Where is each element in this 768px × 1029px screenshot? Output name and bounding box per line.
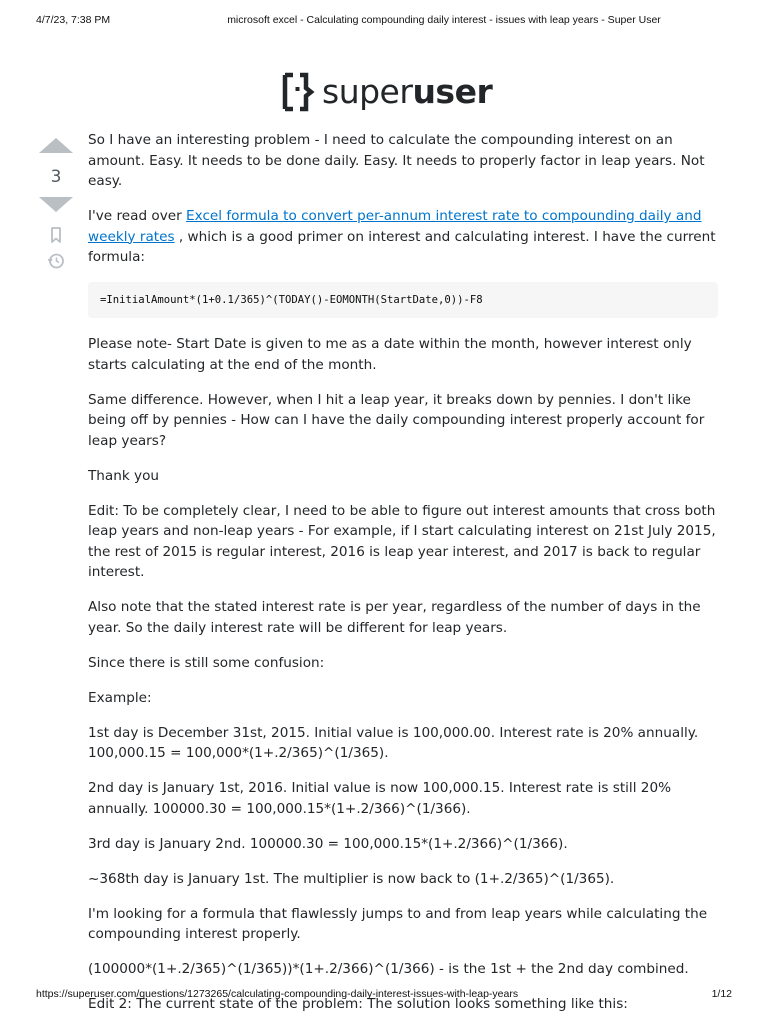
bookmark-icon[interactable]	[47, 226, 65, 244]
post-paragraph: Same difference. However, when I hit a leap year, it breaks down by pennies. I don't like being off by pennies - How can I have the daily compounding interest properly account for leap years?	[88, 391, 705, 449]
print-page-title: microsoft excel - Calculating compounding daily interest - issues with leap years - Super User	[227, 14, 661, 26]
post-paragraph: I'm looking for a formula that flawlessly jumps to and from leap years while calculating the compounding interest properly.	[88, 905, 708, 942]
post-paragraph: ~368th day is January 1st. The multiplier is now back to (1+.2/365)^(1/365).	[88, 870, 615, 887]
post-paragraph: Please note- Start Date is given to me as a date within the month, however interest only starts calculating at the end of the month.	[88, 336, 692, 373]
post-paragraph	[88, 206, 718, 268]
reference-link[interactable]: Excel formula to convert per-annum interest rate to compounding daily and weekly rates	[88, 208, 702, 245]
post-paragraph: Also note that the stated interest rate is per year, regardless of the number of days in the year. So the daily interest rate will be different for leap years.	[88, 599, 701, 636]
history-icon[interactable]	[47, 252, 65, 270]
post-paragraph: Edit 2: The current state of the problem: The solution looks something like this:	[88, 996, 628, 1012]
logo-mark-icon	[282, 72, 316, 112]
superuser-logo[interactable]	[282, 70, 492, 114]
logo-text-thin: super	[322, 72, 413, 111]
upvote-arrow-icon[interactable]	[39, 138, 73, 153]
downvote-arrow-icon[interactable]	[39, 197, 73, 212]
print-page-number: 1/12	[711, 988, 732, 1000]
post-paragraph: Thank you	[88, 467, 160, 484]
post-paragraph: 3rd day is January 2nd. 100000.30 = 100,000.15*(1+.2/366)^(1/366).	[88, 835, 568, 852]
print-footer	[36, 988, 732, 1004]
question-body	[88, 130, 718, 1029]
print-header	[36, 14, 732, 30]
post-text: , which is a good primer on interest and calculating interest. I have the current formula:	[88, 228, 716, 265]
print-timestamp: 4/7/23, 7:38 PM	[36, 14, 111, 26]
post-paragraph: Since there is still some confusion:	[88, 654, 325, 671]
post-paragraph: Edit: To be completely clear, I need to be able to figure out interest amounts that cross both leap years and non-leap years - For example, if I start calculating interest on 21st July 2015, the rest of 2015 is regular interest, 2016 is leap year interest, and 2017 is back to regular interest.	[88, 502, 716, 580]
vote-count: 3	[50, 167, 62, 187]
vote-cell	[36, 134, 76, 270]
post-paragraph: Example:	[88, 689, 152, 706]
post-paragraph: (100000*(1+.2/365)^(1/365))*(1+.2/366)^(1/366) - is the 1st + the 2nd day combined.	[88, 961, 689, 977]
post-paragraph: 1st day is December 31st, 2015. Initial value is 100,000.00. Interest rate is 20% annually. 100,000.15 = 100,000*(1+.2/365)^(1/365).	[88, 724, 699, 761]
logo-text-bold: user	[412, 72, 493, 111]
logo-wordmark	[322, 72, 492, 112]
formula-code-block: =InitialAmount*(1+0.1/365)^(TODAY()-EOMONTH(StartDate,0))-F8	[88, 282, 718, 318]
post-text: I've read over	[88, 208, 187, 224]
print-url: https://superuser.com/questions/1273265/calculating-compounding-daily-interest-issues-with-leap-years	[36, 988, 519, 1000]
post-paragraph: 2nd day is January 1st, 2016. Initial value is now 100,000.15. Interest rate is still 20% annually. 100000.30 = 100,000.15*(1+.2/366)^(1/366).	[88, 780, 672, 817]
post-paragraph: So I have an interesting problem - I need to calculate the compounding interest on an amount. Easy. It needs to be done daily. Easy. It needs to properly factor in leap years. Not easy.	[88, 132, 705, 189]
